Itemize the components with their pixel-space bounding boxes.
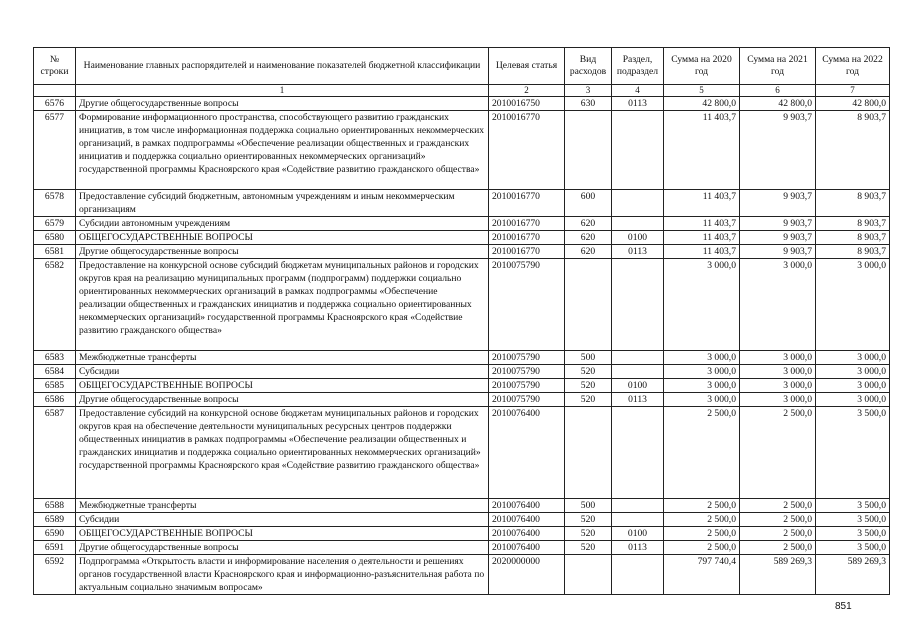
table-row [34,555,890,595]
table-row [34,541,890,555]
row-name: Межбюджетные трансферты [76,351,489,365]
row-name: Формирование информационного пространства, способствующего развитию гражданских инициатив, в том числе информационная поддержка социально ориентированных некоммерческих организаций, в рамках подпрограммы «Обеспечение реализации общественных и гражданских инициатив и поддержка социально ориентированных некоммерческих организаций» государственной программы Красноярского края «Содействие развитию гражданского общества» [76,111,489,190]
table-row [34,393,890,407]
row-sum-2021: 9 903,7 [740,111,816,190]
row-number: 6587 [34,407,76,499]
row-sum-2020: 2 500,0 [664,499,740,513]
row-sum-2022: 8 903,7 [816,190,890,217]
row-section: 0113 [612,541,664,555]
header-expense-type: Вид расходов [565,48,612,85]
row-sum-2021: 589 269,3 [740,555,816,595]
table-row [34,351,890,365]
row-number: 6576 [34,97,76,111]
row-target-code: 2010016770 [489,245,565,259]
row-number: 6590 [34,527,76,541]
row-section [612,190,664,217]
row-section [612,513,664,527]
page-number: 851 [835,601,852,612]
column-number-row [34,85,890,97]
row-expense-type [565,407,612,499]
row-target-code: 2010076400 [489,513,565,527]
row-sum-2020: 42 800,0 [664,97,740,111]
column-number: 1 [76,85,489,97]
row-target-code: 2010076400 [489,499,565,513]
table-row [34,407,890,499]
row-sum-2020: 11 403,7 [664,245,740,259]
header-sum-2020: Сумма на 2020 год [664,48,740,85]
row-expense-type [565,111,612,190]
row-sum-2021: 2 500,0 [740,527,816,541]
row-sum-2020: 3 000,0 [664,379,740,393]
row-name: Предоставление на конкурсной основе субсидий бюджетам муниципальных районов и городских округов края на реализацию муниципальных программ (подпрограмм) поддержки социально ориентированных некоммерческих организаций в рамках подпрограммы «Обеспечение реализации общественных и гражданских инициатив и поддержка социально ориентированных некоммерческих организаций» государственной программы Красноярского края «Содействие развитию гражданского общества» [76,259,489,351]
row-sum-2022: 3 000,0 [816,259,890,351]
row-section [612,407,664,499]
row-section: 0100 [612,527,664,541]
row-section [612,555,664,595]
row-sum-2022: 3 000,0 [816,351,890,365]
row-name: Подпрограмма «Открытость власти и информирование населения о деятельности и решениях органов государственной власти Красноярского края и информационно-разъяснительная работа по актуальным социально значимым вопросам» [76,555,489,595]
row-sum-2021: 3 000,0 [740,379,816,393]
row-sum-2022: 8 903,7 [816,217,890,231]
row-name: Субсидии автономным учреждениям [76,217,489,231]
table-row [34,231,890,245]
row-number: 6589 [34,513,76,527]
row-expense-type: 500 [565,499,612,513]
row-expense-type: 600 [565,190,612,217]
row-number: 6591 [34,541,76,555]
budget-table [33,47,890,595]
row-sum-2021: 3 000,0 [740,259,816,351]
row-name: Другие общегосударственные вопросы [76,393,489,407]
row-section [612,259,664,351]
column-number: 5 [664,85,740,97]
table-row [34,217,890,231]
table-row [34,527,890,541]
row-expense-type: 520 [565,541,612,555]
row-expense-type: 520 [565,365,612,379]
row-expense-type: 630 [565,97,612,111]
row-sum-2022: 3 000,0 [816,393,890,407]
row-sum-2022: 8 903,7 [816,231,890,245]
row-name: Другие общегосударственные вопросы [76,245,489,259]
table-row [34,111,890,190]
row-sum-2020: 11 403,7 [664,111,740,190]
row-section [612,499,664,513]
row-target-code: 2010075790 [489,365,565,379]
row-target-code: 2010075790 [489,259,565,351]
row-number: 6577 [34,111,76,190]
row-target-code: 2010076400 [489,527,565,541]
table-row [34,259,890,351]
table-row [34,97,890,111]
row-section: 0113 [612,245,664,259]
row-sum-2021: 9 903,7 [740,231,816,245]
row-target-code: 2010075790 [489,351,565,365]
row-number: 6582 [34,259,76,351]
header-row-no: № строки [34,48,76,85]
row-section: 0100 [612,379,664,393]
row-target-code: 2010016770 [489,217,565,231]
row-sum-2021: 2 500,0 [740,541,816,555]
row-name: Субсидии [76,513,489,527]
table-row [34,379,890,393]
row-section [612,351,664,365]
row-number: 6581 [34,245,76,259]
row-sum-2022: 8 903,7 [816,111,890,190]
row-name: Другие общегосударственные вопросы [76,541,489,555]
row-expense-type: 520 [565,393,612,407]
row-target-code: 2010075790 [489,393,565,407]
table-row [34,513,890,527]
table-row [34,499,890,513]
row-target-code: 2020000000 [489,555,565,595]
row-target-code: 2010076400 [489,541,565,555]
row-sum-2020: 3 000,0 [664,351,740,365]
row-expense-type: 620 [565,217,612,231]
row-sum-2020: 11 403,7 [664,231,740,245]
row-target-code: 2010076400 [489,407,565,499]
row-sum-2022: 3 500,0 [816,527,890,541]
row-number: 6578 [34,190,76,217]
row-section: 0113 [612,97,664,111]
row-sum-2021: 3 000,0 [740,393,816,407]
row-target-code: 2010016770 [489,111,565,190]
row-expense-type: 520 [565,513,612,527]
row-sum-2022: 3 000,0 [816,379,890,393]
row-sum-2020: 3 000,0 [664,365,740,379]
row-expense-type: 520 [565,527,612,541]
row-number: 6580 [34,231,76,245]
header-section: Раздел, подраздел [612,48,664,85]
row-target-code: 2010075790 [489,379,565,393]
row-expense-type: 620 [565,245,612,259]
row-sum-2020: 2 500,0 [664,407,740,499]
row-expense-type: 620 [565,231,612,245]
row-sum-2021: 9 903,7 [740,190,816,217]
row-expense-type: 520 [565,379,612,393]
row-sum-2020: 11 403,7 [664,217,740,231]
row-number: 6585 [34,379,76,393]
row-name: Другие общегосударственные вопросы [76,97,489,111]
row-name: ОБЩЕГОСУДАРСТВЕННЫЕ ВОПРОСЫ [76,527,489,541]
row-sum-2022: 3 500,0 [816,541,890,555]
row-name: ОБЩЕГОСУДАРСТВЕННЫЕ ВОПРОСЫ [76,379,489,393]
row-name: Предоставление субсидий на конкурсной основе бюджетам муниципальных районов и городских округов края на обеспечение деятельности муниципальных ресурсных центров поддержки общественных инициатив в рамках подпрограммы «Обеспечение реализации общественных и гражданских инициатив и поддержка социально ориентированных некоммерческих организаций» государственной программы Красноярского края «Содействие развитию гражданского общества» [76,407,489,499]
row-sum-2022: 8 903,7 [816,245,890,259]
row-sum-2022: 3 500,0 [816,407,890,499]
column-number: 3 [565,85,612,97]
row-number: 6592 [34,555,76,595]
row-sum-2020: 2 500,0 [664,513,740,527]
row-section: 0100 [612,231,664,245]
table-row [34,190,890,217]
row-section [612,365,664,379]
row-sum-2022: 3 500,0 [816,499,890,513]
row-section [612,217,664,231]
row-sum-2020: 797 740,4 [664,555,740,595]
header-sum-2022: Сумма на 2022 год [816,48,890,85]
row-number: 6586 [34,393,76,407]
column-number: 7 [816,85,890,97]
row-sum-2021: 2 500,0 [740,513,816,527]
column-number: 4 [612,85,664,97]
row-sum-2020: 3 000,0 [664,259,740,351]
row-sum-2022: 42 800,0 [816,97,890,111]
row-target-code: 2010016770 [489,231,565,245]
row-section [612,111,664,190]
row-target-code: 2010016770 [489,190,565,217]
row-number: 6583 [34,351,76,365]
row-sum-2021: 3 000,0 [740,351,816,365]
row-sum-2020: 2 500,0 [664,527,740,541]
table-row [34,365,890,379]
row-sum-2021: 9 903,7 [740,245,816,259]
row-sum-2021: 9 903,7 [740,217,816,231]
header-name: Наименование главных распорядителей и наименование показателей бюджетной классификации [76,48,489,85]
column-number-blank [34,85,76,97]
row-sum-2020: 11 403,7 [664,190,740,217]
row-number: 6584 [34,365,76,379]
header-sum-2021: Сумма на 2021 год [740,48,816,85]
row-section: 0113 [612,393,664,407]
row-expense-type [565,555,612,595]
row-sum-2021: 2 500,0 [740,499,816,513]
row-sum-2022: 3 500,0 [816,513,890,527]
row-name: Субсидии [76,365,489,379]
row-sum-2021: 3 000,0 [740,365,816,379]
row-sum-2022: 589 269,3 [816,555,890,595]
row-sum-2021: 42 800,0 [740,97,816,111]
header-row [34,48,890,85]
row-expense-type: 500 [565,351,612,365]
column-number: 6 [740,85,816,97]
row-number: 6588 [34,499,76,513]
row-sum-2022: 3 000,0 [816,365,890,379]
header-target: Целевая статья [489,48,565,85]
row-target-code: 2010016750 [489,97,565,111]
row-expense-type [565,259,612,351]
table-row [34,245,890,259]
row-sum-2020: 2 500,0 [664,541,740,555]
row-name: Межбюджетные трансферты [76,499,489,513]
row-sum-2020: 3 000,0 [664,393,740,407]
row-number: 6579 [34,217,76,231]
column-number: 2 [489,85,565,97]
table-body [34,97,890,595]
row-name: ОБЩЕГОСУДАРСТВЕННЫЕ ВОПРОСЫ [76,231,489,245]
row-name: Предоставление субсидий бюджетным, автономным учреждениям и иным некоммерческим организациям [76,190,489,217]
row-sum-2021: 2 500,0 [740,407,816,499]
